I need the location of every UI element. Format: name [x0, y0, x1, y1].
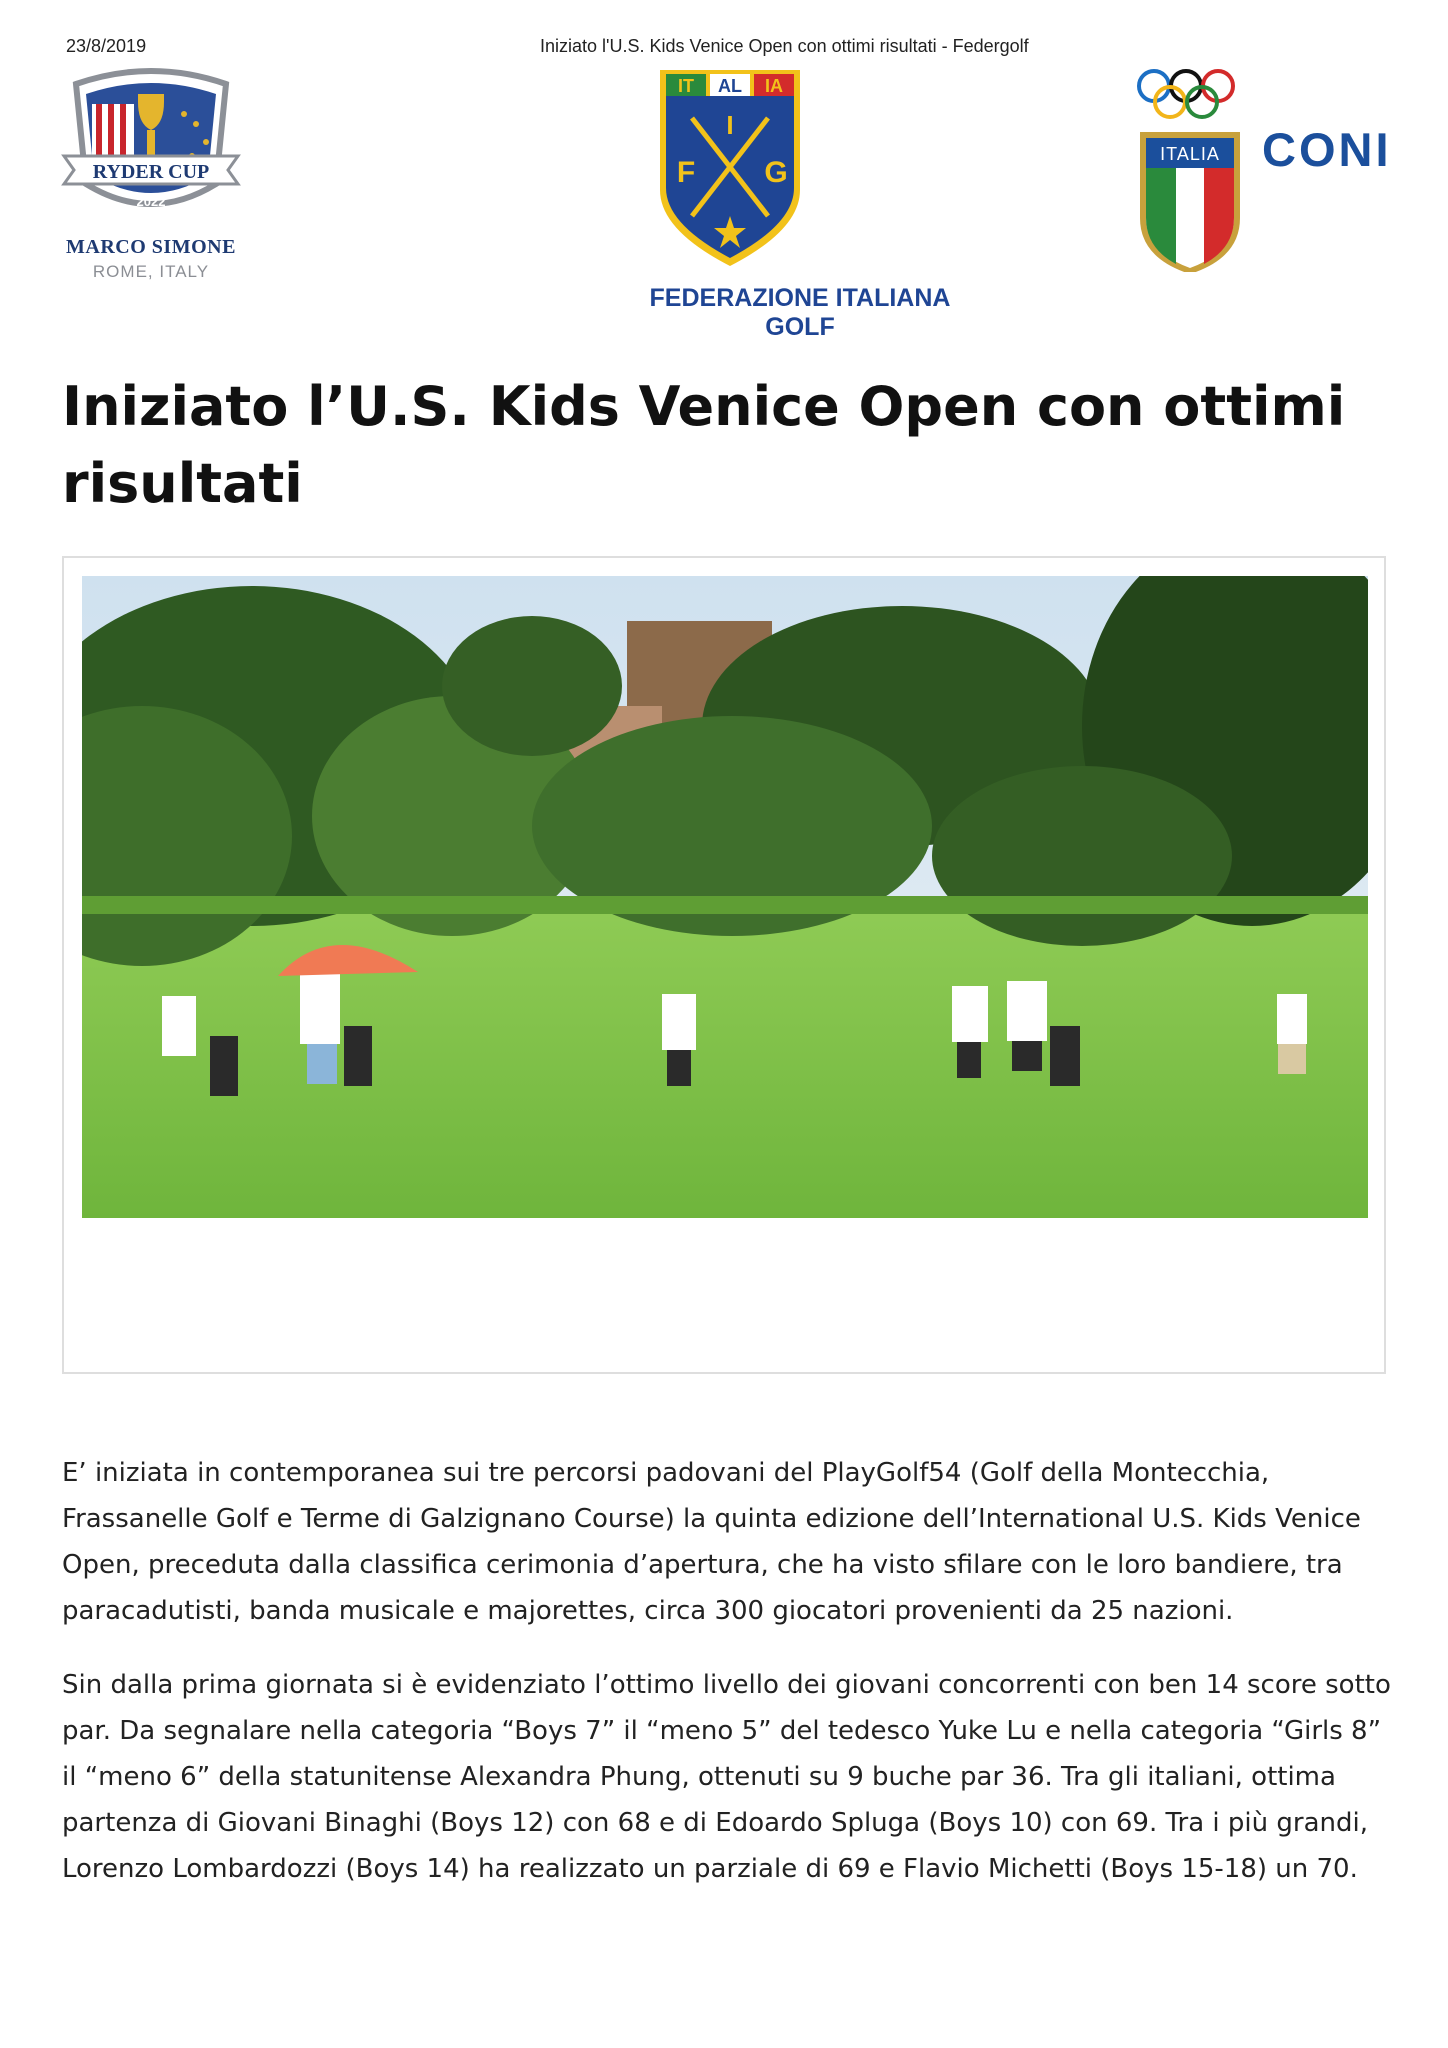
ryder-cup-location: ROME, ITALY — [92, 262, 210, 281]
coni-logo[interactable] — [1130, 62, 1410, 272]
fig-label: FEDERAZIONE ITALIANA GOLF — [649, 284, 951, 341]
fig-shield-icon — [640, 66, 960, 276]
fig-band-al: AL — [718, 76, 742, 96]
ryder-cup-year: 2022 — [136, 194, 166, 209]
fig-letter-i: I — [726, 110, 734, 140]
article-paragraph: Sin dalla prima giornata si è evidenziato l’ottimo livello dei giovani concorrenti con ben 14 score sotto par. Da segnalare nella categoria “Boys 7” il “meno 5” del tedesco Yuke Lu e nella categoria “Girls 8” il “meno 6” della statunitense Alexandra Phung, ottenuti su 9 buche par 36. Tra gli italiani, ottima partenza di Giovani Binaghi (Boys 12) con 68 e di Edoardo Spluga (Boys 10) con 69. Tra i più grandi, Lorenzo Lombardozzi (Boys 14) ha realizzato un parziale di 69 e Flavio Michetti (Boys 15-18) un 70. — [62, 1670, 1391, 1884]
article-paragraph: E’ iniziata in contemporanea sui tre percorsi padovani del PlayGolf54 (Golf della Montecchia, Frassanelle Golf e Terme di Galzignano Course) la quinta edizione dell’International U.S. Kids Venice Open, preceduta dalla classifica cerimonia d’apertura, che ha visto sfilare con le loro bandiere, tra paracadutisti, banda musicale e majorettes, circa 300 giocatori provenienti da 25 nazioni. — [62, 1458, 1361, 1626]
print-date: 23/8/2019 — [66, 36, 147, 56]
ryder-cup-badge-text: RYDER CUP — [92, 161, 210, 183]
ryder-cup-venue: MARCO SIMONE — [66, 236, 236, 258]
coni-text: CONI — [1262, 123, 1392, 176]
ryder-cup-shield-icon — [56, 64, 246, 234]
golf-course-photo — [82, 576, 1368, 1218]
ryder-cup-logo[interactable] — [56, 64, 246, 294]
golf-course-illustration — [82, 576, 1368, 1218]
federgolf-logo[interactable] — [640, 66, 960, 341]
coni-shield-text: ITALIA — [1160, 144, 1220, 164]
print-header — [0, 36, 1448, 60]
article-title: Iniziato l’U.S. Kids Venice Open con ottimi risultati — [62, 375, 1346, 515]
olympic-rings-icon — [1130, 62, 1260, 272]
print-page-title: Iniziato l'U.S. Kids Venice Open con ottimi risultati - Federgolf — [540, 36, 1029, 56]
fig-letter-f: F — [676, 156, 696, 189]
fig-band-it: IT — [678, 76, 694, 96]
fig-letter-g: G — [764, 156, 788, 189]
article-image-frame — [62, 556, 1386, 1374]
article-body — [62, 1450, 1402, 1920]
fig-band-ia: IA — [765, 76, 783, 96]
